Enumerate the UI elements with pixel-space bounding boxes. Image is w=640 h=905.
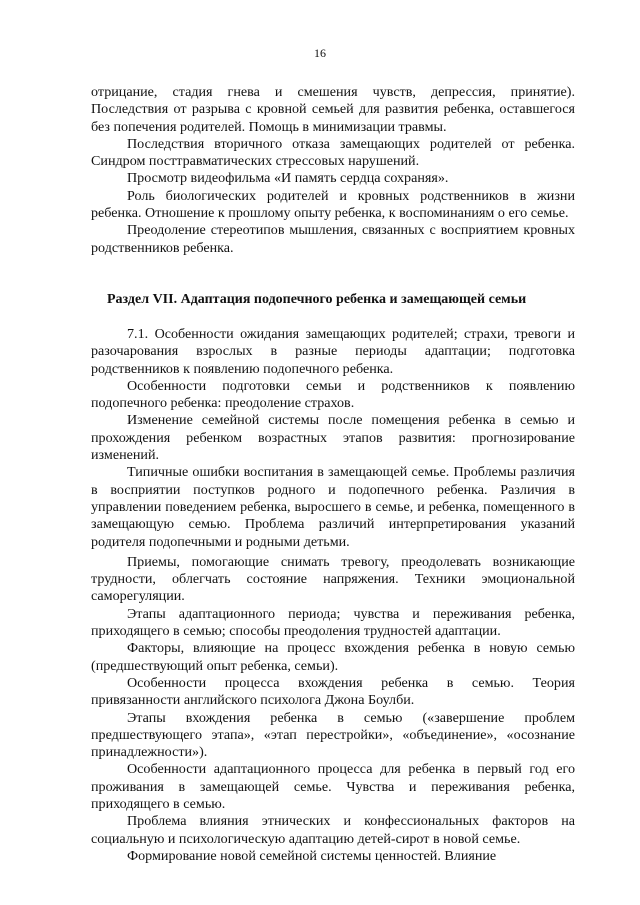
section-heading: Раздел VII. Адаптация подопечного ребенка и замещающей семьи bbox=[107, 292, 527, 307]
paragraph: Проблема влияния этнических и конфессиональных факторов на социальную и психологическую адаптацию детей-сирот в новой семье. bbox=[91, 813, 575, 847]
paragraph: Просмотр видеофильма «И память сердца сохраняя». bbox=[127, 170, 449, 187]
paragraph: Факторы, влияющие на процесс вхождения ребенка в новую семью (предшествующий опыт ребенка, семьи). bbox=[91, 640, 575, 674]
page-number: 16 bbox=[314, 46, 326, 60]
paragraph: Этапы вхождения ребенка в семью («завершение проблем предшествующего этапа», «этап перестройки», «объединение», «осознание принадлежности»). bbox=[91, 709, 575, 761]
paragraph: Последствия вторичного отказа замещающих родителей от ребенка. Синдром посттравматических стрессовых нарушений. bbox=[91, 135, 575, 170]
paragraph: Формирование новой семейной системы ценностей. Влияние bbox=[127, 847, 497, 864]
text-block-after-heading bbox=[91, 326, 575, 865]
paragraph: Роль биологических родителей и кровных родственников в жизни ребенка. Отношение к прошлому опыту ребенка, к воспоминаниям о его семье. bbox=[91, 187, 575, 222]
paragraph: Приемы, помогающие снимать тревогу, преодолевать возникающие трудности, облегчать состояние напряжения. Техники эмоциональной саморегуляции. bbox=[91, 553, 575, 605]
paragraph: отрицание, стадия гнева и смешения чувств, депрессия, принятие). Последствия от разрыва с кровной семьей для развития ребенка, оставшегося без попечения родителей. Помощь в минимизации травмы. bbox=[91, 84, 575, 135]
paragraph: Особенности адаптационного процесса для ребенка в первый год его проживания в замещающей семье. Чувства и переживания ребенка, приходящего в семью. bbox=[91, 761, 575, 813]
text-block-before-heading bbox=[91, 84, 575, 257]
paragraph: 7.1. Особенности ожидания замещающих родителей; страхи, тревоги и разочарования взрослых в разные периоды адаптации; подготовка родственников к появлению подопечного ребенка. bbox=[91, 326, 575, 377]
paragraph: Особенности процесса вхождения ребенка в семью. Теория привязанности английского психолога Джона Боулби. bbox=[91, 674, 575, 709]
paragraph: Типичные ошибки воспитания в замещающей семье. Проблемы различия в восприятии поступков родного и подопечного ребенка. Различия в управлении поведением ребенка, выросшего в семье, и ребенка, помещенного в замещающую семью. Проблема различий интерпретирования указаний родителя подопечными и родными детьми. bbox=[91, 464, 575, 550]
paragraph: Изменение семейной системы после помещения ребенка в семью и прохождения ребенком возрастных этапов развития: прогнозирование изменений. bbox=[91, 412, 575, 464]
paragraph: Этапы адаптационного периода; чувства и переживания ребенка, приходящего в семью; способы преодоления трудностей адаптации. bbox=[91, 605, 575, 640]
paragraph: Преодоление стереотипов мышления, связанных с восприятием кровных родственников ребенка. bbox=[91, 222, 575, 256]
paragraph: Особенности подготовки семьи и родственников к появлению подопечного ребенка: преодоление страхов. bbox=[91, 377, 575, 412]
